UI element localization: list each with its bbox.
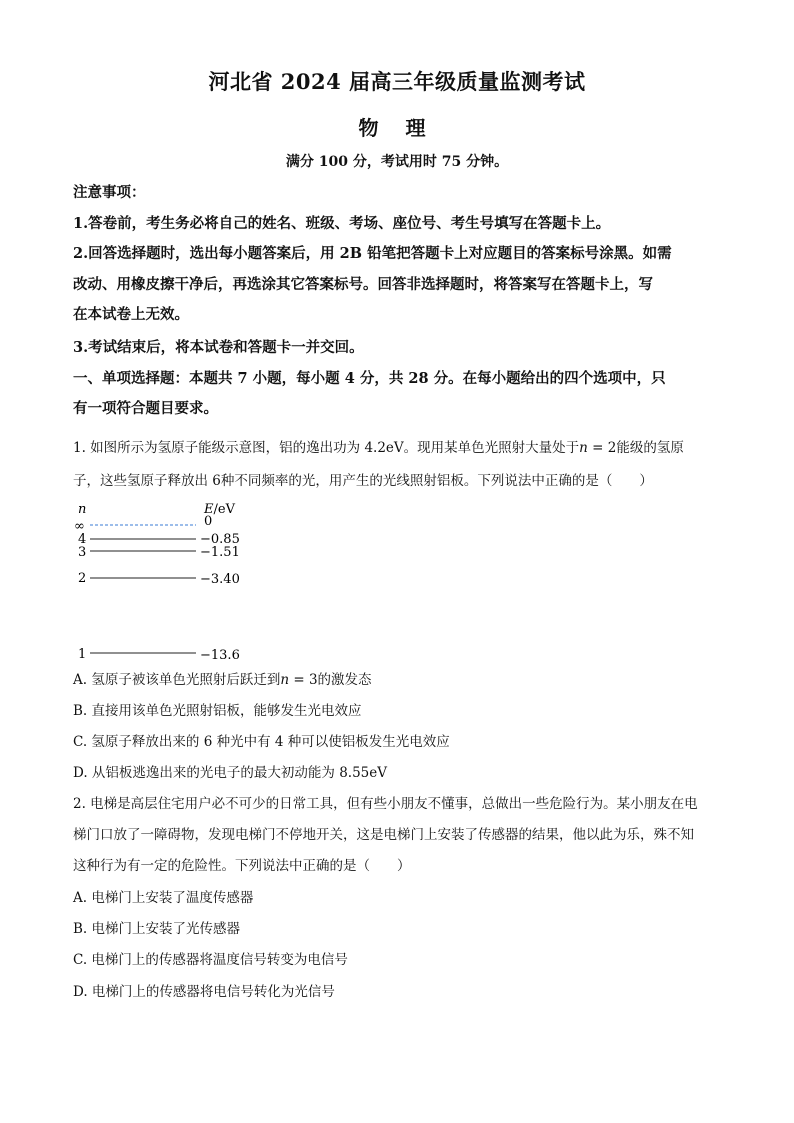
q1-stem-text-b: 能级的氢原	[616, 440, 684, 456]
q2-option-b: B. 电梯门上安装了光传感器	[73, 921, 241, 937]
q2-stem-line3: 这种行为有一定的危险性。下列说法中正确的是（ ）	[73, 858, 411, 874]
level-energy-3: −1.51	[200, 545, 240, 560]
notice-item-3: 3.考试结束后，将本试卷和答题卡一并交回。	[73, 339, 364, 356]
q2-option-c: C. 电梯门上的传感器将温度信号转变为电信号	[73, 952, 348, 968]
q2-stem-line1: 2. 电梯是高层住宅用户必不可少的日常工具，但有些小朋友不懂事，总做出一些危险行为。某小朋友在电	[73, 796, 698, 812]
q2-stem-line2: 梯门口放了一障碍物，发现电梯门不停地开关，这是电梯门上安装了传感器的结果，他以此为乐，殊不知	[73, 827, 694, 843]
q2-option-a: A. 电梯门上安装了温度传感器	[73, 890, 254, 906]
level-energy-4: −0.85	[200, 532, 240, 547]
section1-heading-line1: 一、单项选择题：本题共 7 小题，每小题 4 分，共 28 分。在每小题给出的四个选项中，只	[73, 370, 666, 387]
energy-level-diagram	[70, 496, 270, 666]
section1-heading-line2: 有一项符合题目要求。	[73, 400, 218, 417]
notice-item-2-line3: 在本试卷上无效。	[73, 306, 189, 323]
n-axis-label: n	[78, 502, 87, 517]
subject-title: 物 理	[358, 116, 436, 140]
q1-stem-line2: 子，这些氢原子释放出 6种不同频率的光，用产生的光线照射铝板。下列说法中正确的是（ ）	[73, 473, 653, 489]
level-n-1: 1	[78, 647, 87, 662]
level-n-4: 4	[78, 532, 87, 547]
notice-heading: 注意事项：	[73, 184, 146, 201]
level-n-inf: ∞	[74, 519, 85, 534]
q1-option-d: D. 从铝板逃逸出来的光电子的最大初动能为 8.55eV	[73, 765, 388, 781]
level-n-3: 3	[78, 545, 87, 560]
q1-option-c: C. 氢原子释放出来的 6 种光中有 4 种可以使铝板发生光电效应	[73, 734, 450, 750]
q1-option-a-text-b: 的激发态	[317, 672, 372, 688]
q2-option-d: D. 电梯门上的传感器将电信号转化为光信号	[73, 984, 335, 1000]
q1-option-a-n: n	[280, 672, 290, 688]
notice-item-1: 1.答卷前，考生务必将自己的姓名、班级、考场、座位号、考生号填写在答题卡上。	[73, 215, 611, 232]
q1-option-a-eq: = 3	[289, 672, 318, 688]
exam-meta: 满分 100 分，考试用时 75 分钟。	[285, 154, 509, 170]
level-energy-1: −13.6	[200, 648, 240, 663]
q1-stem-text-a: 1. 如图所示为氢原子能级示意图，铝的逸出功为 4.2eV。现用某单色光照射大量处于	[73, 440, 580, 456]
level-energy-inf: 0	[204, 514, 213, 529]
level-energy-2: −3.40	[200, 572, 240, 587]
q1-option-b: B. 直接用该单色光照射铝板，能够发生光电效应	[73, 703, 362, 719]
q1-stem-n: n	[579, 440, 588, 456]
level-n-2: 2	[78, 571, 87, 586]
energy-axis-label: E/eV	[204, 502, 235, 517]
q1-option-a	[73, 670, 733, 690]
exam-title: 河北省 2024 届高三年级质量监测考试	[208, 69, 586, 94]
q1-stem-line1	[73, 438, 733, 458]
notice-item-2-line2: 改动、用橡皮擦干净后，再选涂其它答案标号。回答非选择题时，将答案写在答题卡上，写	[73, 276, 653, 293]
q1-stem-eq: = 2	[587, 440, 617, 456]
notice-item-2-line1: 2.回答选择题时，选出每小题答案后，用 2B 铅笔把答题卡上对应题目的答案标号涂黑。如需	[73, 245, 672, 262]
q1-option-a-text-a: A. 氢原子被该单色光照射后跃迁到	[73, 672, 281, 688]
